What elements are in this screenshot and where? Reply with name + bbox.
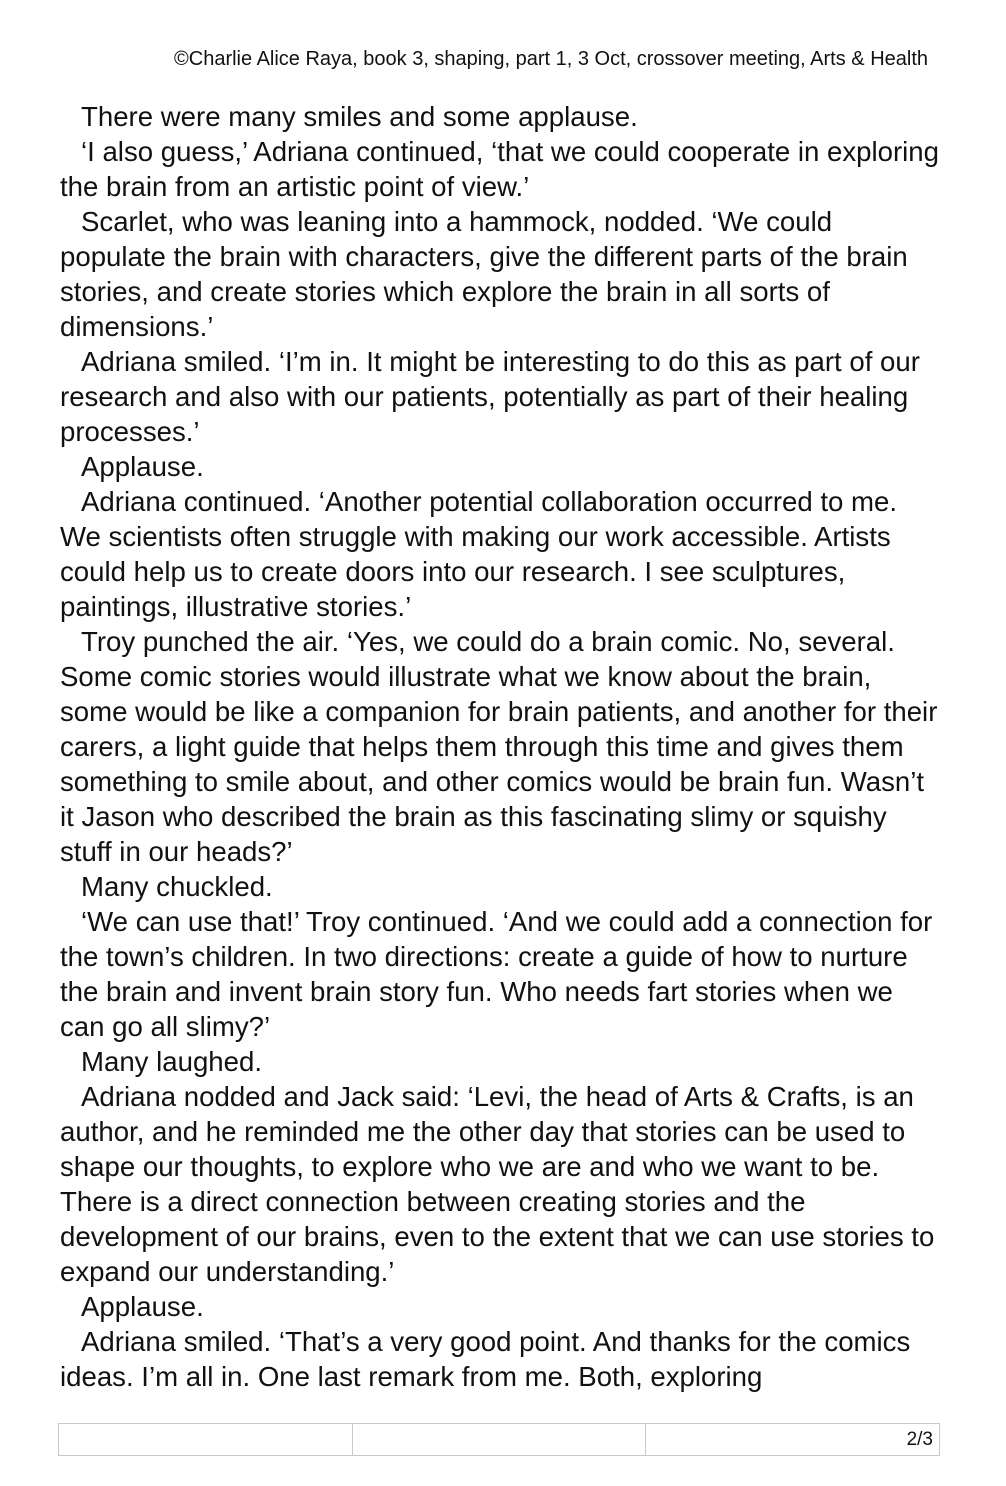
paragraph: Applause. <box>81 1291 204 1322</box>
paragraph: Many chuckled. <box>81 871 273 902</box>
paragraph: Many laughed. <box>81 1046 263 1077</box>
footer-cell-middle <box>352 1424 646 1456</box>
page-header: ©Charlie Alice Raya, book 3, shaping, part 1, 3 Oct, crossover meeting, Arts & Health <box>174 48 928 70</box>
story-body <box>60 99 940 1394</box>
paragraph: Applause. <box>81 451 204 482</box>
paragraph: Adriana smiled. ‘I’m in. It might be interesting to do this as part of our research and also with our patients, potentially as part of their healing processes.’ <box>60 346 920 447</box>
paragraph: Troy punched the air. ‘Yes, we could do a brain comic. No, several. Some comic stories would illustrate what we know about the brain, some would be like a companion for brain patients, and another for their carers, a light guide that helps them through this time and gives them something to smile about, and other comics would be brain fun. Wasn’t it Jason who described the brain as this fascinating slimy or squishy stuff in our heads?’ <box>60 626 938 867</box>
paragraph: Adriana nodded and Jack said: ‘Levi, the head of Arts & Crafts, is an author, and he reminded me the other day that stories can be used to shape our thoughts, to explore who we are and who we want to be. There is a direct connection between creating stories and the development of our brains, even to the extent that we can use stories to expand our understanding.’ <box>60 1081 935 1287</box>
paragraph: Adriana smiled. ‘That’s a very good point. And thanks for the comics ideas. I’m all in. One last remark from me. Both, exploring <box>60 1326 911 1392</box>
page-footer <box>58 1423 940 1456</box>
paragraph: ‘We can use that!’ Troy continued. ‘And we could add a connection for the town’s children. In two directions: create a guide of how to nurture the brain and invent brain story fun. Who needs fart stories when we can go all slimy?’ <box>60 906 933 1042</box>
paragraph: ‘I also guess,’ Adriana continued, ‘that we could cooperate in exploring the brain from an artistic point of view.’ <box>60 136 939 202</box>
page-number: 2/3 <box>646 1424 940 1456</box>
paragraph: Adriana continued. ‘Another potential collaboration occurred to me. We scientists often struggle with making our work accessible. Artists could help us to create doors into our research. I see sculptures, paintings, illustrative stories.’ <box>60 486 898 622</box>
footer-cell-left <box>59 1424 353 1456</box>
paragraph: Scarlet, who was leaning into a hammock, nodded. ‘We could populate the brain with characters, give the different parts of the brain stories, and create stories which explore the brain in all sorts of dimensions.’ <box>60 206 908 342</box>
paragraph: There were many smiles and some applause. <box>81 101 638 132</box>
